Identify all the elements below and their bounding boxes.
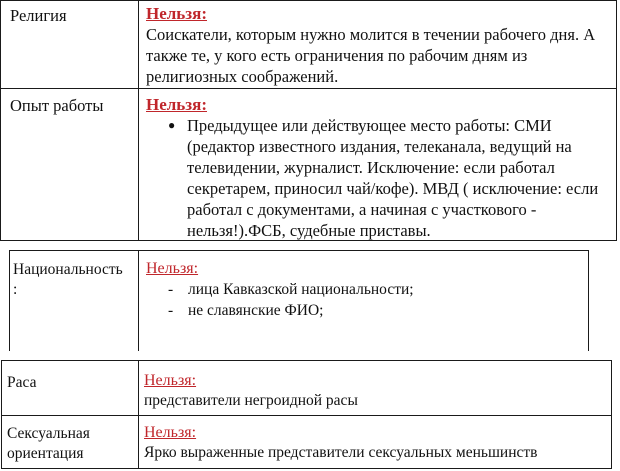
row-label-orientation-line2: ориентация bbox=[7, 445, 84, 462]
heading-forbidden: Нельзя: bbox=[144, 424, 197, 441]
orientation-text: Ярко выраженные представители сексуальных меньшинств bbox=[144, 444, 538, 461]
table-row bbox=[139, 1, 616, 88]
table-row bbox=[2, 416, 138, 469]
table-row bbox=[10, 251, 138, 351]
row-label-orientation bbox=[7, 424, 138, 464]
table-row bbox=[139, 416, 612, 469]
row-label-orientation-line1: Сексуальная bbox=[7, 425, 90, 442]
table-row bbox=[139, 251, 589, 351]
experience-bullet-list bbox=[146, 115, 606, 241]
table-race-orientation bbox=[1, 360, 612, 469]
list-item: - лица Кавказской национальности; bbox=[168, 281, 414, 298]
row-label-religion: Религия bbox=[10, 6, 67, 25]
row-label-experience: Опыт работы bbox=[10, 96, 104, 115]
row-label-nationality bbox=[13, 260, 138, 300]
list-item: - не славянские ФИО; bbox=[168, 302, 324, 319]
heading-forbidden: Нельзя: bbox=[144, 372, 197, 389]
religion-text: Соискатели, которым нужно молится в течении рабочего дня. А также те, у кого есть ограничения по рабочим дням из религиозных соображений. bbox=[146, 25, 596, 86]
nationality-list bbox=[146, 279, 585, 321]
table-row bbox=[1, 1, 138, 88]
table-row bbox=[1, 89, 138, 241]
table-row bbox=[139, 361, 612, 415]
table-row bbox=[139, 89, 616, 241]
experience-text: Предыдущее или действующее место работы: СМИ (редактор известного издания, телеканала, ведущий на телевидении, журналист. Исключение: если работал секретарем, приносил чай/кофе). МВД ( исключение: если работал с документами, а начиная с участкового - нельзя!).ФСБ, судебные приставы. bbox=[187, 116, 599, 240]
table-nationality bbox=[9, 250, 589, 351]
dash-icon: - bbox=[168, 281, 174, 298]
list-item bbox=[146, 115, 606, 241]
heading-forbidden: Нельзя: bbox=[146, 95, 207, 114]
heading-forbidden: Нельзя: bbox=[146, 260, 199, 277]
heading-forbidden: Нельзя: bbox=[146, 4, 207, 23]
race-text: представители негроидной расы bbox=[144, 392, 358, 409]
table-row bbox=[2, 361, 138, 415]
row-label-race: Раса bbox=[7, 374, 37, 391]
row-label-nationality-line1: Национальность bbox=[13, 261, 123, 278]
bullet-icon: ● bbox=[168, 118, 176, 132]
dash-icon: - bbox=[168, 302, 174, 319]
row-label-nationality-line2: : bbox=[13, 281, 18, 298]
